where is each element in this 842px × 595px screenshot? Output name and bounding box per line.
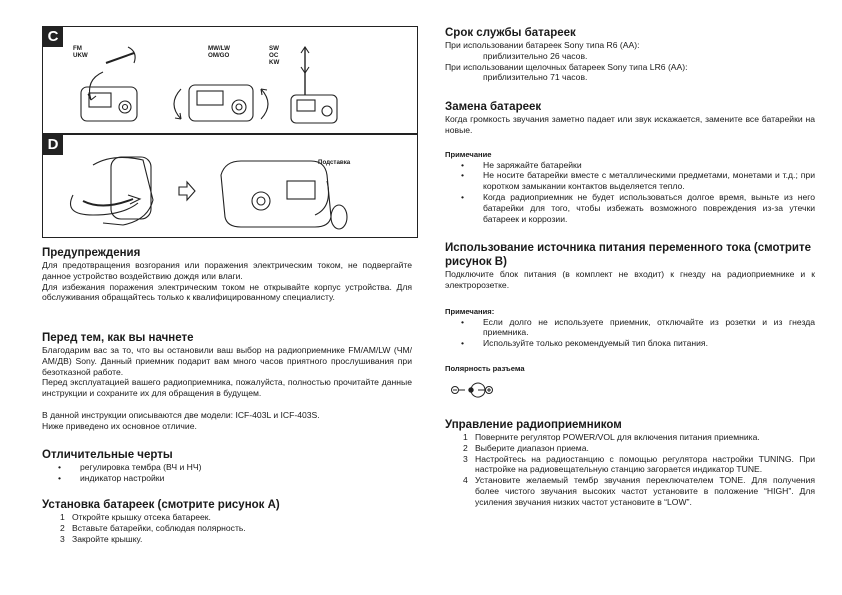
battery-life-line-1: При использовании батареек Sony типа R6 (AA):: [445, 40, 640, 50]
radio-control-title: Управление радиоприемником: [445, 419, 622, 431]
battery-life-line-4: приблизительно 71 часов.: [483, 72, 588, 83]
battery-replace-section: [445, 100, 815, 224]
before-start-paragraph-2: Перед эксплуатацией вашего радиоприемника, пожалуйста, полностью прочитайте данные инструкции и сохраните их для обращения в будущем.: [42, 377, 412, 399]
figure-c: [42, 26, 418, 134]
list-item: 3 Настройтесь на радиостанцию с помощью регулятора настройки TUNING. При настройке на радиовещательную станцию загорается индикатор TUNE.: [463, 453, 815, 475]
polarity-symbol-icon: [449, 378, 499, 400]
list-item: • Если долго не используете приемник, отключайте из розетки и из гнезда приемника.: [445, 317, 815, 339]
band-label-kw: KW: [269, 59, 280, 66]
figure-d: [42, 134, 418, 238]
warnings-title: Предупреждения: [42, 247, 141, 259]
list-item: • Используйте только рекомендуемый тип блока питания.: [445, 338, 815, 349]
before-start-paragraph-3: В данной инструкции описываются две модели: ICF-403L и ICF-403S.: [42, 409, 320, 420]
before-start-section: [42, 331, 412, 432]
band-label-ukw: UKW: [73, 52, 88, 59]
band-label-sw: SW: [269, 45, 279, 52]
list-item: 2 Выберите диапазон приема.: [463, 442, 589, 453]
list-item: 1 Откройте крышку отсека батареек.: [60, 512, 211, 522]
before-start-paragraph-4: Ниже приведено их основное отличие.: [42, 420, 197, 431]
battery-life-line-2: приблизительно 26 часов.: [483, 50, 588, 61]
warnings-paragraph-2: Для избежания поражения электрическим током не открывайте корпус устройства. Для обслуживания обращайтесь только к квалифицированному специалисту.: [42, 281, 412, 303]
features-title: Отличительные черты: [42, 449, 173, 461]
list-item: • регулировка тембра (ВЧ и НЧ): [42, 462, 412, 473]
polarity-title: Полярность разъема: [445, 363, 525, 373]
stand-label: Подставка: [318, 159, 351, 166]
battery-replace-paragraph: Когда громкость звучания заметно падает или звук искажается, замените все батарейки на новые.: [445, 114, 815, 135]
band-label-omgo: OM/GO: [208, 52, 230, 59]
list-item: • Когда радиоприемник не будет использоваться долгое время, выньте из него батарейки для того, чтобы избежать возможного повреждения из-за утечки батареек и коррозии.: [445, 192, 815, 224]
before-start-paragraph-1: Благодарим вас за то, что вы остановили ваш выбор на радиоприемнике FM/AM/LW (ЧМ/АМ/ДВ) Sony. Данный приемник подарит вам много часов приятного прослушивания при безотказной работе.: [42, 345, 412, 377]
battery-life-line-3: При использовании щелочных батареек Sony типа LR6 (AA):: [445, 61, 688, 72]
list-item: 4 Установите желаемый тембр звучания переключателем TONE. Для получения более чистого звучания высоких частот установите в положение “HIGH”. Для усиления звучания низких частот установите в “LOW”.: [463, 475, 815, 507]
battery-life-title: Срок службы батареек: [445, 27, 576, 39]
list-item: 1 Поверните регулятор POWER/VOL для включения питания приемника.: [463, 432, 760, 442]
warnings-section: [42, 246, 412, 303]
band-label-mwlw: MW/LW: [208, 45, 230, 52]
figure-c-letter: C: [43, 27, 63, 47]
features-section: [42, 448, 412, 484]
battery-replace-note-title: Примечание: [445, 149, 492, 159]
battery-replace-title: Замена батареек: [445, 101, 542, 113]
band-label-fm: FM: [73, 45, 82, 52]
battery-life-section: [445, 26, 815, 83]
ac-power-title: Использование источника питания переменного тока (смотрите рисунок B): [445, 242, 811, 268]
ac-power-section: [445, 241, 815, 400]
list-item: • индикатор настройки: [42, 473, 412, 484]
figure-c-illustration: [43, 27, 417, 133]
warnings-paragraph-1: Для предотвращения возгорания или поражения электрическим током, не подвергайте данное устройство воздействию дождя или влаги.: [42, 260, 412, 281]
list-item: 3 Закройте крышку.: [60, 533, 143, 544]
battery-install-title: Установка батареек (смотрите рисунок А): [42, 499, 280, 511]
band-label-oc: OC: [269, 52, 279, 59]
figure-d-letter: D: [43, 135, 63, 155]
figure-d-illustration: [43, 135, 417, 237]
before-start-title: Перед тем, как вы начнете: [42, 332, 194, 344]
list-item: 2 Вставьте батарейки, соблюдая полярность.: [60, 522, 246, 533]
radio-control-section: [445, 418, 815, 508]
list-item: • Не заряжайте батарейки: [445, 160, 815, 171]
list-item: • Не носите батарейки вместе с металлическими предметами, монетами и т.д.; при коротком замыкании контактов выделяется тепло.: [445, 170, 815, 192]
ac-power-notes-title: Примечания:: [445, 306, 495, 316]
battery-install-section: [42, 498, 412, 544]
ac-power-paragraph: Подключите блок питания (в комплект не входит) к гнезду на радиоприемнике и к электророзетке.: [445, 269, 815, 290]
